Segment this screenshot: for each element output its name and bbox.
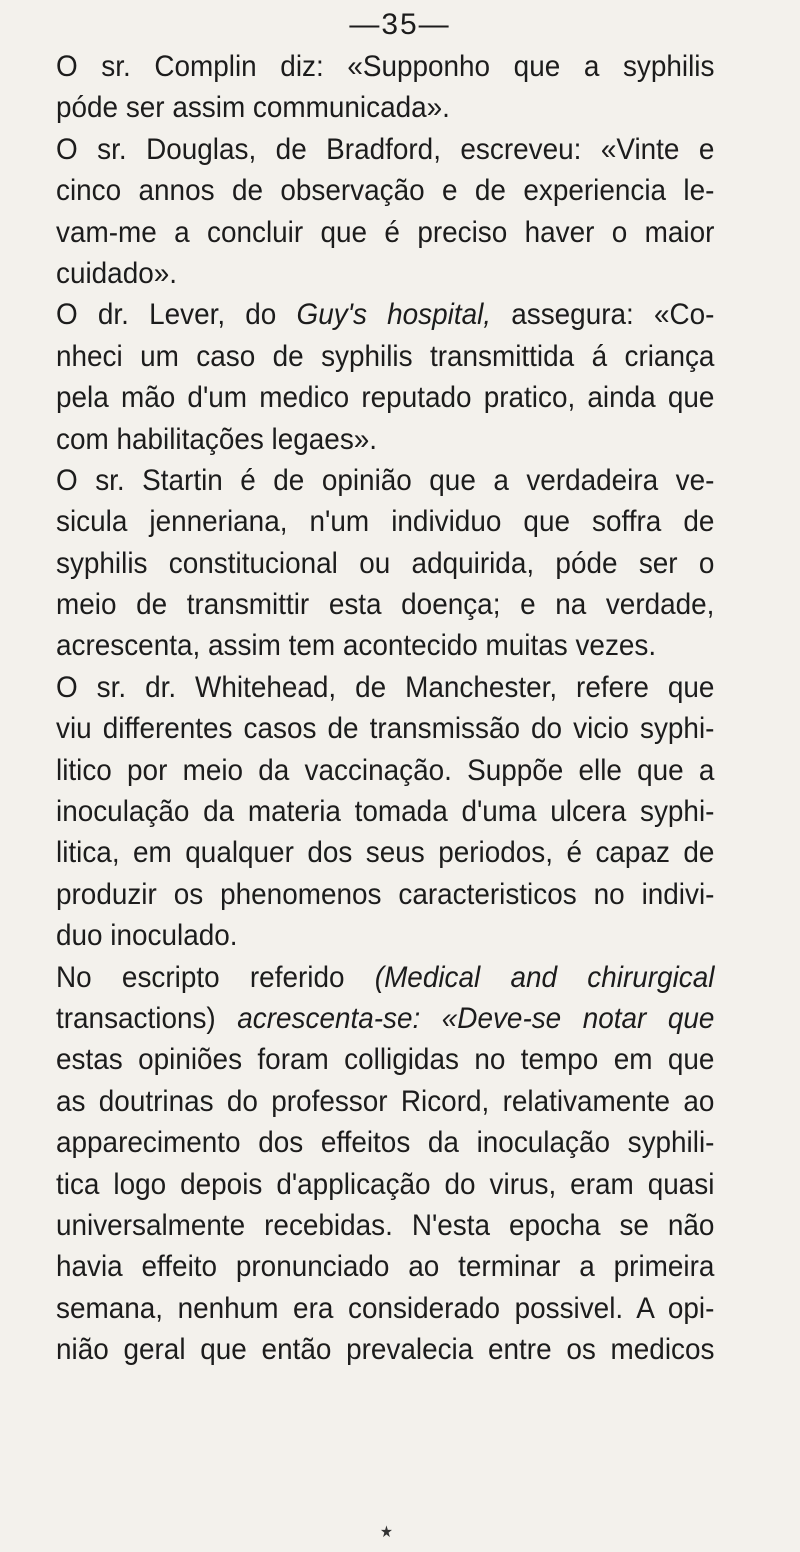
body-text [56, 46, 714, 1371]
text-line [56, 336, 714, 377]
text-line [56, 212, 714, 253]
text-run: pela mão d'um medico reputado pratico, ainda que [56, 381, 715, 415]
text-run: apparecimento dos effeitos da inoculação syphili- [56, 1126, 715, 1160]
text-run: vam-me a concluir que é preciso haver o maior [56, 215, 715, 249]
text-line [56, 46, 714, 87]
text-run: No escripto referido [56, 960, 375, 994]
text-line [56, 460, 714, 501]
italic-title: acrescenta-se: «Deve-se notar que [215, 1001, 715, 1035]
text-run: estas opiniões foram colligidas no tempo em que [56, 1043, 715, 1077]
text-line [56, 1039, 714, 1080]
text-line [56, 874, 714, 915]
text-line [56, 832, 714, 873]
text-line [56, 253, 714, 294]
text-run: litico por meio da vaccinação. Suppõe elle que a [56, 753, 715, 787]
text-run: meio de transmittir esta doença; e na verdade, [56, 588, 715, 622]
text-line [56, 543, 714, 584]
text-line [56, 750, 714, 791]
text-line [56, 791, 714, 832]
page-number: —35— [349, 8, 451, 41]
text-run: semana, nenhum era considerado possivel. A opi- [56, 1291, 715, 1325]
text-run: O sr. Complin diz: «Supponho que a syphilis [56, 50, 715, 83]
signature-mark: ★ [380, 1524, 393, 1541]
text-line [56, 170, 714, 211]
text-line [56, 129, 714, 170]
text-run: com habilitações legaes». [56, 422, 378, 456]
text-line [56, 1122, 714, 1163]
text-run: O sr. Startin é de opinião que a verdadeira ve- [56, 463, 715, 497]
text-line [56, 294, 714, 335]
text-line [56, 419, 714, 460]
italic-title: Guy's hospital, [296, 298, 492, 332]
text-line [56, 1081, 714, 1122]
italic-title: (Medical and chirurgical [374, 960, 715, 994]
text-run: viu differentes casos de transmissão do vicio syphi- [56, 712, 715, 746]
text-line [56, 667, 714, 708]
text-run: póde ser assim communicada». [56, 91, 450, 125]
text-run: syphilis constitucional ou adquirida, póde ser o [56, 546, 715, 580]
text-line [56, 998, 714, 1039]
text-run: litica, em qualquer dos seus periodos, é capaz de [56, 836, 715, 870]
text-line [56, 1164, 714, 1205]
text-run: transactions) [56, 1001, 216, 1035]
text-line [56, 501, 714, 542]
text-line [56, 915, 714, 956]
text-line [56, 377, 714, 418]
text-line [56, 708, 714, 749]
text-line [56, 1246, 714, 1287]
text-run: inoculação da materia tomada d'uma ulcera syphi- [56, 795, 715, 829]
text-line [56, 957, 714, 998]
text-run: nião geral que então prevalecia entre os medicos [56, 1333, 715, 1367]
text-run: nheci um caso de syphilis transmittida á criança [56, 339, 715, 373]
text-run: O sr. Douglas, de Bradford, escreveu: «Vinte e [56, 132, 715, 166]
text-line [56, 625, 714, 666]
text-run: assegura: «Co- [491, 298, 715, 332]
text-run: as doutrinas do professor Ricord, relativamente ao [56, 1084, 715, 1118]
text-run: O sr. dr. Whitehead, de Manchester, refere que [56, 670, 715, 704]
text-line [56, 1205, 714, 1246]
text-run: produzir os phenomenos caracteristicos no indivi- [56, 877, 715, 911]
text-line [56, 87, 714, 128]
text-run: universalmente recebidas. N'esta epocha se não [56, 1208, 715, 1242]
text-run: cuidado». [56, 256, 178, 290]
text-line [56, 584, 714, 625]
text-line [56, 1329, 714, 1370]
text-run: duo inoculado. [56, 919, 238, 953]
text-run: havia effeito pronunciado ao terminar a primeira [56, 1250, 715, 1284]
text-run: cinco annos de observação e de experiencia le- [56, 174, 715, 208]
text-line [56, 1288, 714, 1329]
text-run: tica logo depois d'applicação do virus, eram quasi [56, 1167, 715, 1201]
text-run: acrescenta, assim tem acontecido muitas vezes. [56, 629, 657, 663]
text-run: sicula jenneriana, n'um individuo que soffra de [56, 505, 715, 539]
text-run: O dr. Lever, do [56, 298, 297, 332]
